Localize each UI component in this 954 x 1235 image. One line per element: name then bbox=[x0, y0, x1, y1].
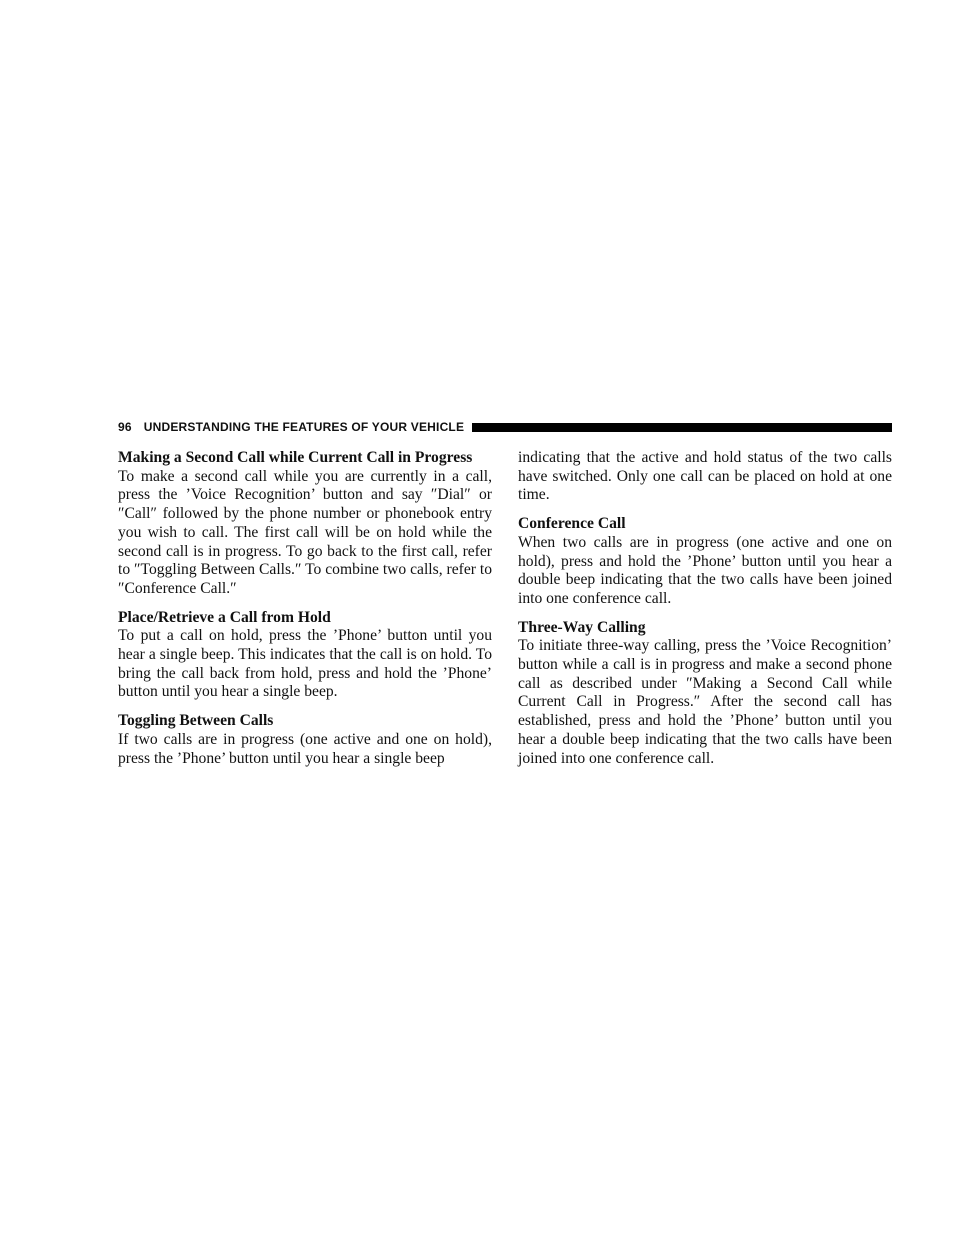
section-body-second-call: To make a second call while you are currently in a call, press the ’Voice Recognition’ button and say ″Dial″ or ″Call″ followed by the phone number or phonebook entry you wish to call. The first call will be on hold while the second call is in progress. To go back to the first call, refer to ″Toggling Between Calls.″ To combine two calls, refer to ″Conference Call.″ bbox=[118, 467, 492, 597]
section-heading-hold: Place/Retrieve a Call from Hold bbox=[118, 608, 331, 626]
section-heading-three-way: Three-Way Calling bbox=[518, 618, 646, 636]
left-column bbox=[118, 449, 492, 768]
toggling-continuation: indicating that the active and hold status of the two calls have switched. Only one call can be placed on hold at one time. bbox=[518, 449, 892, 504]
section-body-toggling: If two calls are in progress (one active and one on hold), press the ’Phone’ button until you hear a single beep bbox=[118, 730, 492, 767]
header-rule bbox=[472, 423, 892, 432]
chapter-title: UNDERSTANDING THE FEATURES OF YOUR VEHICLE bbox=[143, 420, 465, 434]
section-heading-conference: Conference Call bbox=[518, 515, 626, 533]
section-body-hold: To put a call on hold, press the ’Phone’ button until you hear a single beep. This indicates that the call is on hold. To bring the call back from hold, press and hold the ’Phone’ button until you hear a single beep. bbox=[118, 627, 492, 701]
right-column bbox=[518, 449, 892, 768]
section-heading-second-call: Making a Second Call while Current Call in Progress bbox=[118, 449, 473, 466]
section-body-conference: When two calls are in progress (one active and one on hold), press and hold the ’Phone’ button until you hear a double beep indicating that the two calls have been joined into one conference call. bbox=[518, 533, 892, 607]
section-body-three-way: To initiate three-way calling, press the ’Voice Recognition’ button while a call is in progress and make a second phone call as described under ″Making a Second Call while Current Call in Progress.″ After the second call has established, press and hold the ’Phone’ button until you hear a double beep indicating that the two calls have been joined into one conference call. bbox=[518, 637, 892, 767]
page-header bbox=[118, 419, 892, 435]
section-heading-toggling: Toggling Between Calls bbox=[118, 712, 274, 730]
page-number: 96 bbox=[118, 420, 132, 434]
